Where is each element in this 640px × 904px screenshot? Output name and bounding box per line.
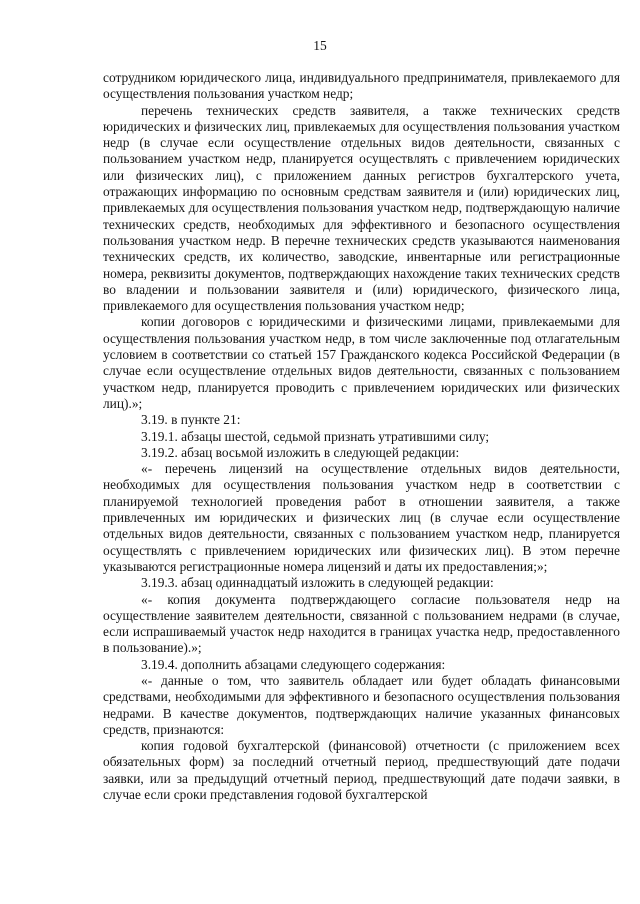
paragraph: копия годовой бухгалтерской (финансовой) отчетности (с приложением всех обязательных форм) за последний отчетный период, предшествующий дате подачи заявки, или за предыдущий отчетный период, предшествующий дате подачи заявки, в случае если сроки представления годовой бухгалтерской [103, 738, 620, 803]
paragraph: копии договоров с юридическими и физическими лицами, привлекаемыми для осуществления пользования участком недр, в том числе заключенные под отлагательным условием в соответствии со статьей 157 Гражданского кодекса Российской Федерации (в случае если осуществление отдельных видов деятельности, связанных с пользованием участком недр, планируется проводить с привлечением юридических или физических лиц).»; [103, 314, 620, 411]
paragraph: сотрудником юридического лица, индивидуального предпринимателя, привлекаемого для осуществления пользования участком недр; [103, 70, 620, 102]
paragraph: 3.19. в пункте 21: [141, 412, 241, 428]
paragraph: «- копия документа подтверждающего согласие пользователя недр на осуществление заявителем деятельности, связанной с пользованием недрами (в случае, если испрашиваемый участок недр находится в границах участка недр, предоставленного в пользование).»; [103, 591, 620, 656]
paragraph: 3.19.4. дополнить абзацами следующего содержания: [141, 656, 446, 672]
paragraph: 3.19.3. абзац одиннадцатый изложить в следующей редакции: [141, 575, 494, 591]
paragraph: перечень технических средств заявителя, а также технических средств юридических и физических лиц, привлекаемых для осуществления пользования участком недр (в случае если осуществление отдельных видов деятельности, связанных с пользованием участком недр, планируется осуществлять с привлечением юридических или физических лиц), с приложением данных регистров бухгалтерского учета, отражающих информацию по основным средствам заявителя и (или) юридических лиц, привлекаемых для осуществления пользования участком недр, подтверждающую наличие технических средств, необходимых для эффективного и безопасного осуществления пользования участком недр. В перечне технических средств указываются наименования технических средств, их количество, заводские, инвентарные или регистрационные номера, реквизиты документов, подтверждающих нахождение таких технических средств во владении и пользовании заявителя и (или) юридического, физического лица, привлекаемого для осуществления пользования участком недр; [103, 102, 620, 314]
paragraph: «- перечень лицензий на осуществление отдельных видов деятельности, необходимых для осуществления пользования участком недр в соответствии с планируемой технологией проведения работ в отношении заявителя, а также привлеченных им юридических и физических лиц (в случае если осуществление отдельных видов деятельности, связанных с пользованием участком недр, планируется осуществлять с привлечением юридических или физических лиц). В этом перечне указываются регистрационные номера лицензий и даты их предоставления;»; [103, 461, 620, 574]
page-number: 15 [313, 38, 327, 53]
paragraph: 3.19.1. абзацы шестой, седьмой признать утратившими силу; [141, 428, 490, 444]
document-body [103, 70, 620, 803]
paragraph: 3.19.2. абзац восьмой изложить в следующей редакции: [141, 444, 460, 460]
paragraph: «- данные о том, что заявитель обладает или будет обладать финансовыми средствами, необходимыми для эффективного и безопасного осуществления пользования недрами. В качестве документов, подтверждающих наличие указанных финансовых средств, признаются: [103, 672, 620, 737]
